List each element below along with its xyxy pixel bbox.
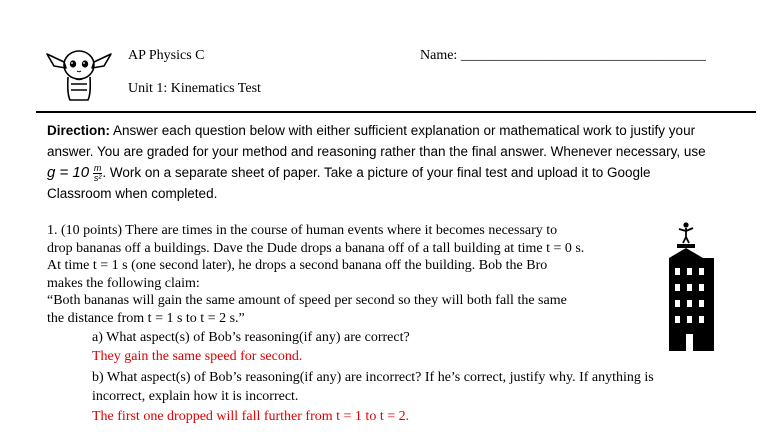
question-1	[47, 222, 667, 327]
direction-line-2: answer. You are graded for your method and reasoning rather than the final answer. Whenever necessary, use	[47, 144, 706, 159]
header-rule	[36, 111, 756, 113]
gravity-equation: g = 10	[47, 164, 90, 181]
q1-answer-a: They gain the same speed for second.	[92, 349, 303, 364]
q1-answer-b: The first one dropped will fall further from t = 1 to t = 2.	[92, 409, 410, 424]
q1-part-b-line-2: incorrect, explain how it is incorrect.	[92, 389, 299, 404]
q1-claim-1: “Both bananas will gain the same amount of speed per second so they will both fall the same	[47, 293, 567, 308]
direction-line-1: Direction: Answer each question below with either sufficient explanation or mathematical work to justify your	[47, 123, 696, 138]
q1-line-2: drop bananas off a buildings. Dave the Dude drops a banana off of a tall building at time t = 0 s.	[47, 240, 585, 256]
direction-label: Direction:	[47, 123, 111, 138]
building-with-person-icon	[664, 220, 716, 352]
direction-line-3: g = 10 $\frac{m}{\text{s²}}$ . Work on a separate sheet of paper. Take a picture of your final test and upload it to Google	[47, 162, 651, 183]
gravity-units: $\frac{m}{\text{s²}}$	[93, 162, 102, 183]
q1-line-4: makes the following claim:	[47, 275, 200, 291]
q1-line-3: At time t = 1 s (one second later), he drops a second banana off the building. Bob the Bro	[47, 258, 548, 273]
baby-yoda-logo	[44, 44, 114, 102]
course-title: AP Physics C	[128, 48, 205, 63]
q1-part-a: a) What aspect(s) of Bob’s reasoning(if any) are correct?	[92, 330, 410, 345]
q1-claim-2: the distance from t = 1 s to t = 2 s.”	[47, 310, 245, 326]
q1-line-1: 1. (10 points) There are times in the course of human events where it becomes necessary to	[47, 223, 558, 238]
q1-part-b-line-1: b) What aspect(s) of Bob’s reasoning(if any) are incorrect? If he’s correct, justify why. If anything is	[92, 370, 654, 385]
direction-block	[47, 120, 767, 204]
name-field: Name: ___________________________________	[420, 48, 706, 63]
direction-line-4: Classroom when completed.	[47, 186, 218, 201]
unit-title: Unit 1: Kinematics Test	[128, 81, 261, 96]
